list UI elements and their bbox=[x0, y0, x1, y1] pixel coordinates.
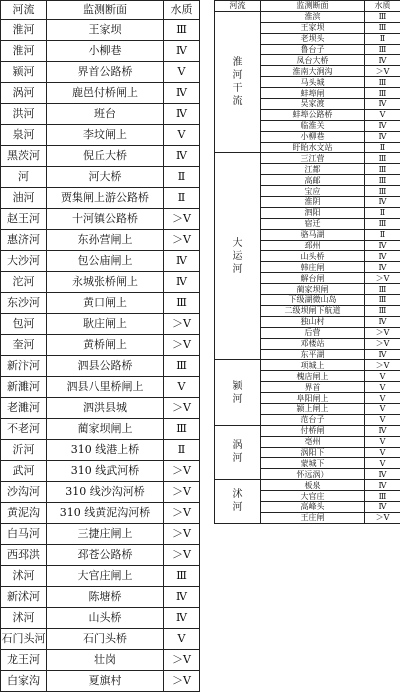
quality-cell: ＞Ⅴ bbox=[164, 503, 200, 524]
section-cell: 淮南大涧沟 bbox=[261, 66, 365, 77]
section-cell: 黄口闸上 bbox=[47, 293, 164, 314]
river-cell: 河 bbox=[1, 167, 47, 188]
river-cell: 黑茨河 bbox=[1, 146, 47, 167]
section-cell: 凤台大桥 bbox=[261, 55, 365, 66]
river-cell: 老濉河 bbox=[1, 398, 47, 419]
table-row bbox=[1, 314, 200, 335]
section-cell: 泗县公路桥 bbox=[47, 356, 164, 377]
river-cell: 淮河 bbox=[1, 41, 47, 62]
quality-cell: Ⅴ bbox=[164, 62, 200, 83]
quality-cell: Ⅳ bbox=[365, 99, 400, 110]
river-cell: 白家沟 bbox=[1, 671, 47, 692]
table-row bbox=[215, 425, 400, 436]
section-cell: 东孙营闸上 bbox=[47, 230, 164, 251]
section-cell: 倪丘大桥 bbox=[47, 146, 164, 167]
table-row bbox=[1, 209, 200, 230]
header-quality: 水质 bbox=[164, 1, 200, 20]
left-header-row bbox=[1, 1, 200, 20]
section-cell: 蚌埠公路桥 bbox=[261, 109, 365, 120]
left-table-body bbox=[1, 20, 200, 692]
section-cell: 界首公路桥 bbox=[47, 62, 164, 83]
quality-cell: ＞Ⅴ bbox=[164, 671, 200, 692]
section-cell: 十河镇公路桥 bbox=[47, 209, 164, 230]
table-row bbox=[215, 480, 400, 491]
river-cell: 奎河 bbox=[1, 335, 47, 356]
quality-cell: Ⅲ bbox=[365, 295, 400, 306]
quality-cell: Ⅲ bbox=[164, 20, 200, 41]
right-table-body bbox=[215, 11, 400, 523]
river-cell: 武河 bbox=[1, 461, 47, 482]
quality-cell: Ⅴ bbox=[365, 458, 400, 469]
quality-cell: Ⅳ bbox=[365, 262, 400, 273]
river-cell: 沂河 bbox=[1, 440, 47, 461]
quality-cell: Ⅳ bbox=[365, 480, 400, 491]
section-cell: 老坝头 bbox=[261, 33, 365, 44]
quality-cell: Ⅳ bbox=[365, 251, 400, 262]
section-cell: 310 线沙沟河桥 bbox=[47, 482, 164, 503]
river-cell: 赵王河 bbox=[1, 209, 47, 230]
river-cell: 包河 bbox=[1, 314, 47, 335]
table-row bbox=[1, 545, 200, 566]
quality-cell: Ⅲ bbox=[365, 284, 400, 295]
section-cell: 泗洪县城 bbox=[47, 398, 164, 419]
table-row bbox=[1, 650, 200, 671]
river-group-label: 涡河 bbox=[232, 439, 243, 465]
river-cell: 沙沟河 bbox=[1, 482, 47, 503]
table-row bbox=[1, 440, 200, 461]
river-group-cell bbox=[215, 11, 261, 153]
quality-cell: Ⅲ bbox=[365, 22, 400, 33]
section-cell: 下级湖微山岛 bbox=[261, 295, 365, 306]
section-cell: 王家坝 bbox=[47, 20, 164, 41]
section-cell: 永城张桥闸上 bbox=[47, 272, 164, 293]
river-cell: 新汴河 bbox=[1, 356, 47, 377]
river-group-cell bbox=[215, 425, 261, 479]
section-cell: 界首 bbox=[261, 382, 365, 393]
quality-cell: ＞Ⅴ bbox=[365, 338, 400, 349]
section-cell: 淮阴 bbox=[261, 197, 365, 208]
section-cell: 淮滨 bbox=[261, 11, 365, 22]
quality-cell: Ⅲ bbox=[164, 356, 200, 377]
quality-cell: Ⅱ bbox=[164, 440, 200, 461]
section-cell: 三捷庄闸上 bbox=[47, 524, 164, 545]
quality-cell: Ⅴ bbox=[365, 371, 400, 382]
quality-cell: Ⅳ bbox=[164, 251, 200, 272]
river-cell: 淮河 bbox=[1, 20, 47, 41]
section-cell: 鲁台子 bbox=[261, 44, 365, 55]
quality-cell: Ⅴ bbox=[164, 629, 200, 650]
river-cell: 沭河 bbox=[1, 608, 47, 629]
quality-cell: Ⅱ bbox=[365, 33, 400, 44]
section-cell: 耿庄闸上 bbox=[47, 314, 164, 335]
quality-cell: ＞Ⅴ bbox=[365, 360, 400, 371]
section-cell: 邳州 bbox=[261, 240, 365, 251]
section-cell: 范台子 bbox=[261, 414, 365, 425]
quality-cell: Ⅳ bbox=[365, 120, 400, 131]
quality-cell: Ⅲ bbox=[365, 11, 400, 22]
section-cell: 大官庄闸上 bbox=[47, 566, 164, 587]
table-row bbox=[1, 20, 200, 41]
river-cell: 洪河 bbox=[1, 104, 47, 125]
quality-cell: Ⅲ bbox=[365, 153, 400, 164]
section-cell: 310 线港上桥 bbox=[47, 440, 164, 461]
table-row bbox=[1, 293, 200, 314]
table-row bbox=[1, 503, 200, 524]
section-cell: 盱眙水文站 bbox=[261, 142, 365, 153]
section-cell: 解台闸 bbox=[261, 273, 365, 284]
section-cell: 吴家渡 bbox=[261, 99, 365, 110]
quality-cell: Ⅳ bbox=[164, 146, 200, 167]
river-cell: 白马河 bbox=[1, 524, 47, 545]
section-cell: 东平湖 bbox=[261, 349, 365, 360]
table-row bbox=[1, 482, 200, 503]
quality-cell: Ⅲ bbox=[164, 293, 200, 314]
quality-cell: Ⅱ bbox=[365, 229, 400, 240]
river-cell: 新濉河 bbox=[1, 377, 47, 398]
quality-cell: ＞Ⅴ bbox=[365, 273, 400, 284]
section-cell: 蚌埠闸 bbox=[261, 88, 365, 99]
table-row bbox=[1, 104, 200, 125]
quality-cell: Ⅳ bbox=[365, 240, 400, 251]
river-group-cell bbox=[215, 360, 261, 425]
quality-cell: ＞Ⅴ bbox=[164, 230, 200, 251]
quality-cell: Ⅲ bbox=[164, 566, 200, 587]
river-cell: 惠济河 bbox=[1, 230, 47, 251]
section-cell: 亳州 bbox=[261, 436, 365, 447]
quality-cell: Ⅳ bbox=[164, 83, 200, 104]
quality-cell: Ⅳ bbox=[164, 587, 200, 608]
river-cell: 油河 bbox=[1, 188, 47, 209]
section-cell: 小柳巷 bbox=[47, 41, 164, 62]
quality-cell: Ⅲ bbox=[164, 419, 200, 440]
quality-cell: Ⅳ bbox=[365, 349, 400, 360]
quality-cell: ＞Ⅴ bbox=[365, 327, 400, 338]
section-cell: 二级坝闸下航道 bbox=[261, 305, 365, 316]
quality-cell: Ⅳ bbox=[365, 197, 400, 208]
quality-cell: Ⅲ bbox=[365, 175, 400, 186]
table-row bbox=[1, 356, 200, 377]
river-cell: 东沙河 bbox=[1, 293, 47, 314]
quality-cell: Ⅱ bbox=[365, 207, 400, 218]
river-cell: 新沭河 bbox=[1, 587, 47, 608]
quality-cell: Ⅳ bbox=[365, 425, 400, 436]
table-row bbox=[1, 608, 200, 629]
section-cell: 小柳巷 bbox=[261, 131, 365, 142]
section-cell: 宿迁 bbox=[261, 218, 365, 229]
river-cell: 黄泥沟 bbox=[1, 503, 47, 524]
quality-cell: Ⅲ bbox=[365, 164, 400, 175]
section-cell: 颍上闸上 bbox=[261, 403, 365, 414]
river-cell: 大沙河 bbox=[1, 251, 47, 272]
quality-cell: ＞Ⅴ bbox=[365, 66, 400, 77]
river-group-cell bbox=[215, 480, 261, 524]
table-row bbox=[1, 188, 200, 209]
section-cell: 宝应 bbox=[261, 186, 365, 197]
section-cell: 李坟闸上 bbox=[47, 125, 164, 146]
table-row bbox=[1, 377, 200, 398]
quality-cell: ＞Ⅴ bbox=[164, 209, 200, 230]
quality-cell: Ⅳ bbox=[365, 469, 400, 480]
section-cell: 阜阳闸上 bbox=[261, 393, 365, 404]
section-cell: 邳苍公路桥 bbox=[47, 545, 164, 566]
table-row bbox=[1, 62, 200, 83]
quality-cell: Ⅲ bbox=[365, 305, 400, 316]
quality-cell: Ⅳ bbox=[365, 131, 400, 142]
section-cell: 临淮关 bbox=[261, 120, 365, 131]
quality-cell: Ⅴ bbox=[365, 382, 400, 393]
quality-cell: Ⅴ bbox=[164, 377, 200, 398]
quality-cell: Ⅴ bbox=[365, 403, 400, 414]
quality-cell: ＞Ⅴ bbox=[164, 482, 200, 503]
section-cell: 泗阳 bbox=[261, 207, 365, 218]
river-cell: 颍河 bbox=[1, 62, 47, 83]
quality-cell: Ⅳ bbox=[164, 41, 200, 62]
quality-cell: Ⅴ bbox=[365, 393, 400, 404]
section-cell: 夏旗村 bbox=[47, 671, 164, 692]
section-cell: 高峰头 bbox=[261, 501, 365, 512]
section-cell: 项城上 bbox=[261, 360, 365, 371]
section-cell: 后营 bbox=[261, 327, 365, 338]
quality-cell: Ⅳ bbox=[365, 501, 400, 512]
quality-cell: Ⅲ bbox=[365, 44, 400, 55]
river-cell: 涡河 bbox=[1, 83, 47, 104]
section-cell: 涡阳下 bbox=[261, 447, 365, 458]
quality-cell: Ⅱ bbox=[164, 188, 200, 209]
quality-cell: ＞Ⅴ bbox=[164, 524, 200, 545]
table-row bbox=[1, 524, 200, 545]
section-cell: 山头桥 bbox=[47, 608, 164, 629]
section-cell: 槐店闸上 bbox=[261, 371, 365, 382]
river-group-cell bbox=[215, 153, 261, 360]
table-row bbox=[1, 125, 200, 146]
table-row bbox=[1, 398, 200, 419]
section-cell: 江都 bbox=[261, 164, 365, 175]
quality-cell: ＞Ⅴ bbox=[164, 650, 200, 671]
section-cell: 邓楼站 bbox=[261, 338, 365, 349]
table-row bbox=[1, 272, 200, 293]
section-cell: 马头城 bbox=[261, 77, 365, 88]
quality-cell: Ⅴ bbox=[365, 436, 400, 447]
table-row bbox=[1, 41, 200, 62]
quality-cell: Ⅲ bbox=[365, 491, 400, 502]
section-cell: 陈塘桥 bbox=[47, 587, 164, 608]
right-header-row bbox=[215, 1, 400, 12]
section-cell: 泗县八里桥闸上 bbox=[47, 377, 164, 398]
quality-cell: ＞Ⅴ bbox=[164, 461, 200, 482]
header-river: 河流 bbox=[1, 1, 47, 20]
quality-cell: ＞Ⅴ bbox=[164, 398, 200, 419]
quality-cell: Ⅲ bbox=[365, 186, 400, 197]
quality-cell: Ⅳ bbox=[164, 608, 200, 629]
river-group-label: 淮河干流 bbox=[232, 56, 243, 108]
quality-cell: Ⅴ bbox=[365, 414, 400, 425]
river-group-label: 颍河 bbox=[232, 380, 243, 406]
table-row bbox=[1, 251, 200, 272]
section-cell: 河大桥 bbox=[47, 167, 164, 188]
section-cell: 王家坝 bbox=[261, 22, 365, 33]
right-water-quality-table bbox=[214, 0, 400, 524]
table-row bbox=[1, 83, 200, 104]
table-row bbox=[215, 11, 400, 22]
quality-cell: Ⅴ bbox=[164, 125, 200, 146]
quality-cell: Ⅱ bbox=[365, 142, 400, 153]
quality-cell: Ⅳ bbox=[164, 272, 200, 293]
section-cell: 板泉 bbox=[261, 480, 365, 491]
quality-cell: Ⅳ bbox=[365, 55, 400, 66]
table-row bbox=[215, 360, 400, 371]
river-cell: 沭河 bbox=[1, 566, 47, 587]
quality-cell: Ⅳ bbox=[164, 104, 200, 125]
header-quality: 水质 bbox=[365, 1, 400, 12]
section-cell: 班台 bbox=[47, 104, 164, 125]
header-river: 河流 bbox=[215, 1, 261, 12]
table-row bbox=[1, 566, 200, 587]
quality-cell: Ⅳ bbox=[365, 316, 400, 327]
table-row bbox=[1, 146, 200, 167]
table-row bbox=[1, 587, 200, 608]
section-cell: 高邮 bbox=[261, 175, 365, 186]
river-group-label: 沭河 bbox=[232, 488, 243, 514]
table-row bbox=[1, 419, 200, 440]
section-cell: 壮岗 bbox=[47, 650, 164, 671]
quality-cell: Ⅴ bbox=[365, 109, 400, 120]
table-row bbox=[1, 629, 200, 650]
river-group-label: 大运河 bbox=[232, 237, 243, 276]
section-cell: 山头桥 bbox=[261, 251, 365, 262]
header-section: 监测断面 bbox=[261, 1, 365, 12]
river-cell: 沱河 bbox=[1, 272, 47, 293]
section-cell: 鹿邑付桥闸上 bbox=[47, 83, 164, 104]
section-cell: 贾集闸上游公路桥 bbox=[47, 188, 164, 209]
quality-cell: ＞Ⅴ bbox=[164, 545, 200, 566]
quality-cell: Ⅲ bbox=[365, 77, 400, 88]
section-cell: 石门头桥 bbox=[47, 629, 164, 650]
river-cell: 不老河 bbox=[1, 419, 47, 440]
table-row bbox=[1, 335, 200, 356]
table-row bbox=[1, 230, 200, 251]
section-cell: 包公庙闸上 bbox=[47, 251, 164, 272]
section-cell: 付桥闸 bbox=[261, 425, 365, 436]
section-cell: 大官庄 bbox=[261, 491, 365, 502]
section-cell: 蒙城下 bbox=[261, 458, 365, 469]
quality-cell: Ⅱ bbox=[164, 167, 200, 188]
section-cell: 310 线黄泥沟河桥 bbox=[47, 503, 164, 524]
river-cell: 石门头河 bbox=[1, 629, 47, 650]
section-cell: 蔺家坝闸 bbox=[261, 284, 365, 295]
section-cell: 蔺家坝闸上 bbox=[47, 419, 164, 440]
section-cell: 黄桥闸上 bbox=[47, 335, 164, 356]
section-cell: 韩庄闸 bbox=[261, 262, 365, 273]
table-row bbox=[1, 461, 200, 482]
river-cell: 西邳洪 bbox=[1, 545, 47, 566]
river-cell: 泉河 bbox=[1, 125, 47, 146]
table-row bbox=[215, 153, 400, 164]
quality-cell: ＞Ⅴ bbox=[164, 314, 200, 335]
header-section: 监测断面 bbox=[47, 1, 164, 20]
table-row bbox=[1, 671, 200, 692]
quality-cell: ＞Ⅴ bbox=[365, 512, 400, 523]
section-cell: 三江营 bbox=[261, 153, 365, 164]
section-cell: 王庄闸 bbox=[261, 512, 365, 523]
river-cell: 龙王河 bbox=[1, 650, 47, 671]
quality-cell: Ⅲ bbox=[365, 218, 400, 229]
section-cell: 独山村 bbox=[261, 316, 365, 327]
quality-cell: Ⅴ bbox=[365, 447, 400, 458]
table-row bbox=[1, 167, 200, 188]
quality-cell: ＞Ⅴ bbox=[164, 335, 200, 356]
section-cell: 骆马湖 bbox=[261, 229, 365, 240]
section-cell: 310 线武河桥 bbox=[47, 461, 164, 482]
section-cell: 怀远涡） bbox=[261, 469, 365, 480]
quality-cell: Ⅲ bbox=[365, 88, 400, 99]
